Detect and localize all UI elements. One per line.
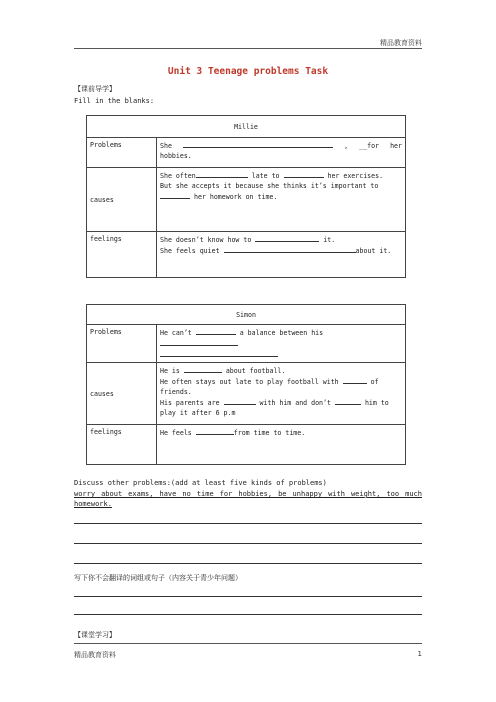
simon-causes-text: He is	[160, 367, 180, 375]
blank[interactable]	[183, 140, 333, 148]
simon-causes-text: him to play it after 6 p.m	[160, 399, 389, 417]
millie-causes-text: late to	[251, 172, 280, 180]
section-heading-pre-study: 【课前导学】	[74, 85, 116, 93]
answer-line[interactable]	[74, 563, 422, 564]
simon-causes-text: His parents are	[160, 399, 220, 407]
millie-problems-label: Problems	[87, 138, 157, 168]
millie-causes-text: her exercises.	[327, 172, 384, 180]
blank[interactable]	[196, 327, 236, 335]
simon-feelings-label: feelings	[87, 425, 157, 465]
header-rule	[74, 48, 422, 49]
blank[interactable]	[196, 427, 234, 435]
blank[interactable]	[224, 397, 256, 405]
millie-feelings-text: She doesn’t know how to	[160, 236, 252, 244]
footer-left-text: 精品教育资料	[74, 651, 116, 659]
millie-feelings-text: about it.	[355, 247, 392, 255]
simon-causes-cell	[157, 363, 406, 425]
simon-causes-text: He often stays out late to play football with	[160, 378, 339, 386]
simon-problems-cell	[157, 325, 406, 363]
translate-prompt: 写下你不会翻译的词组或句子（内容关于青少年问题）	[74, 574, 242, 582]
simon-feelings-cell	[157, 425, 406, 465]
simon-name-cell	[87, 305, 406, 325]
millie-causes-label: causes	[87, 168, 157, 232]
discuss-prompt: Discuss other problems:(add at least five kinds of problems)	[74, 479, 327, 487]
blank[interactable]	[184, 365, 222, 373]
section-heading-in-class: 【课堂学习】	[74, 631, 116, 639]
millie-feelings-cell	[157, 232, 406, 278]
blank[interactable]	[160, 338, 238, 346]
millie-table	[86, 115, 406, 278]
simon-table	[86, 304, 406, 465]
simon-causes-label: causes	[87, 363, 157, 425]
header-right-text: 精品教育资料	[380, 39, 422, 47]
blank[interactable]	[196, 170, 248, 178]
simon-causes-text: of friends.	[160, 378, 379, 396]
millie-causes-text: her homework on time.	[193, 193, 278, 201]
simon-problems-text: a balance between his	[239, 329, 324, 337]
millie-problems-text-b: , __for her hobbies.	[160, 142, 402, 160]
blank[interactable]	[160, 349, 278, 357]
simon-problems-label: Problems	[87, 325, 157, 363]
millie-causes-text: But she accepts it because she thinks it’s important to	[160, 182, 379, 190]
blank[interactable]	[160, 191, 190, 199]
blank[interactable]	[343, 376, 367, 384]
answer-line[interactable]	[74, 523, 422, 524]
simon-causes-text: about football.	[225, 367, 286, 375]
answer-line[interactable]	[74, 543, 422, 544]
millie-feelings-label: feelings	[87, 232, 157, 278]
simon-name: Simon	[236, 310, 256, 319]
discuss-answer: worry about exams, have no time for hobbies, be unhappy with weight, too much homework.	[74, 490, 422, 508]
simon-causes-text: with him and don’t	[259, 399, 331, 407]
simon-problems-text: He can’t	[160, 329, 192, 337]
millie-problems-text-a: She	[160, 142, 172, 150]
millie-feelings-text: it.	[323, 236, 336, 244]
simon-feelings-text: from time to time.	[233, 429, 306, 437]
instruction-text: Fill in the blanks:	[74, 97, 155, 105]
answer-line[interactable]	[74, 596, 422, 597]
page-title: Unit 3 Teenage problems Task	[167, 66, 329, 77]
footer-rule	[74, 643, 422, 644]
page-number: 1	[417, 650, 422, 658]
blank[interactable]	[224, 245, 356, 253]
millie-causes-text: She often	[160, 172, 196, 180]
blank[interactable]	[335, 397, 361, 405]
millie-problems-cell	[157, 138, 406, 168]
answer-line[interactable]	[74, 614, 422, 615]
simon-feelings-text: He feels	[160, 429, 192, 437]
millie-name-cell	[87, 116, 406, 138]
blank[interactable]	[255, 234, 319, 242]
millie-feelings-text: She feels quiet	[160, 247, 220, 255]
blank[interactable]	[284, 170, 324, 178]
millie-causes-cell	[157, 168, 406, 232]
millie-name: Millie	[234, 122, 258, 131]
